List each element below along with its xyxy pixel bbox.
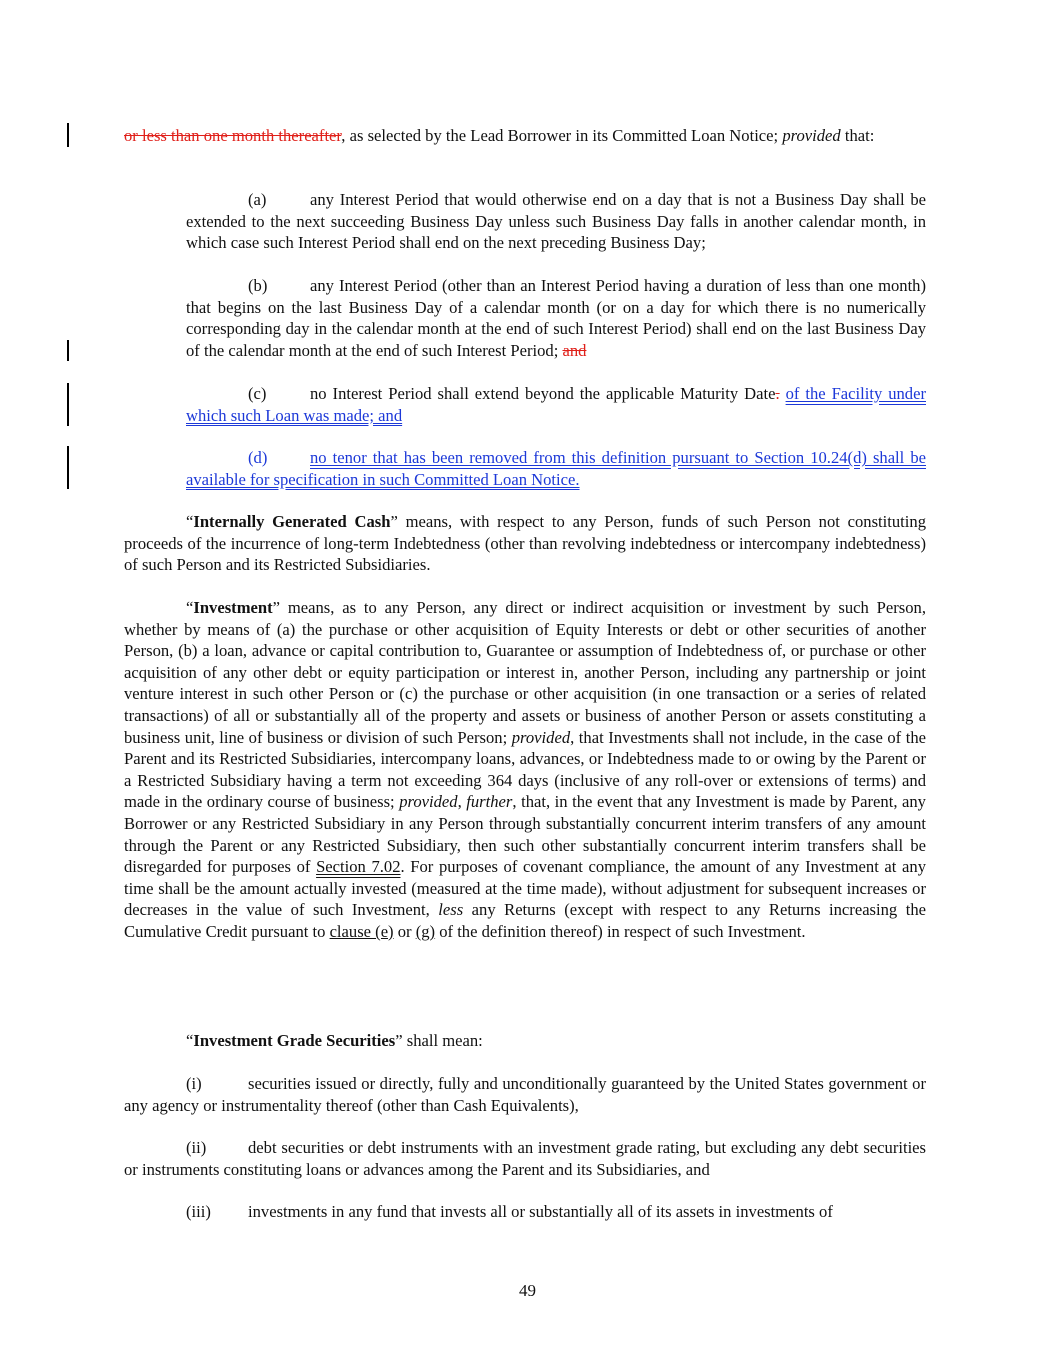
deleted-text: and (562, 340, 587, 360)
page-number: 49 (519, 1281, 536, 1300)
definition-investment-grade-securities: “Investment Grade Securities” shall mean: (186, 1031, 483, 1050)
defined-term: Internally Generated Cash (193, 512, 391, 531)
clause-label: (a) (248, 190, 267, 209)
inserted-text: of the Facility under which such Loan was made; and (186, 384, 926, 425)
clause-d (186, 447, 926, 490)
clause-label: (b) (248, 276, 268, 295)
item-label: (iii) (186, 1202, 211, 1221)
section-reference: Section 7.02 (316, 857, 401, 877)
item-label: (ii) (186, 1138, 207, 1157)
item-label: (i) (186, 1074, 202, 1093)
definition-internally-generated-cash: “Internally Generated Cash” means, with respect to any Person, funds of such Person not constituting proceeds of the incurrence of long-term Indebtedness (other than revolving indebtedness or intercompany indebtedness) of such Person and its Restricted Subsidiaries. (124, 512, 926, 575)
defined-term: Investment Grade Securities (193, 1031, 396, 1050)
item-ii: (ii) debt securities or debt instruments with an investment grade rating, but excluding any debt securities or instruments constituting loans or advances among the Parent and its Subsidiaries, and (124, 1138, 926, 1179)
paragraph-continuation: or less than one month thereafter, as selected by the Lead Borrower in its Committed Loan Notice; provided that: (124, 126, 875, 145)
change-bar (67, 123, 69, 147)
change-bar (67, 340, 69, 361)
change-bar (67, 446, 69, 489)
item-iii: (iii) investments in any fund that invests all or substantially all of its assets in investments of (186, 1202, 833, 1221)
definition-investment: “Investment” means, as to any Person, any direct or indirect acquisition or investment by such Person, whether by means of (a) the purchase or other acquisition of Equity Interests or debt or other securities of another Person, (b) a loan, advance or capital contribution to, Guarantee or assumption of Indebtedness of, or purchase or other acquisition of any other debt or equity participation or interest in, another Person, including any partnership or joint venture interest in such other Person or (c) the purchase or other acquisition (in one transaction or a series of related transactions) of all or substantially all of the property and assets or business of another Person or assets constituting a business unit, line of business or division of such Person; provided, that Investments shall not include, in the case of the Parent and its Restricted Subsidiaries, intercompany loans, advances, or Indebtedness made to or owing by the Parent or a Restricted Subsidiary having a term not exceeding 364 days (inclusive of any roll-over or extensions of terms) and made in the ordinary course of business; provided, further, that, in the event that any Investment is made by Parent, any Borrower or any Restricted Subsidiary in any Person through substantially concurrent interim transfers of any amount through the Parent or any Restricted Subsidiary, then such other substantially concurrent interim transfers shall be disregarded for purposes of Section 7.02. For purposes of covenant compliance, the amount of any Investment at any time shall be the amount actually invested (measured at the time made), without adjustment for subsequent increases or decreases in the value of such Investment, less any Returns (except with respect to any Returns increasing the Cumulative Credit pursuant to clause (e) or (g) of the definition thereof) in respect of such Investment. (124, 598, 926, 941)
defined-term: Investment (193, 598, 273, 617)
item-i: (i) securities issued or directly, fully and unconditionally guaranteed by the United States government or any agency or instrumentality thereof (other than Cash Equivalents), (124, 1074, 926, 1115)
inserted-text: no tenor that has been removed from this definition pursuant to Section 10.24(d) shall be available for specification in such Committed Loan Notice. (186, 448, 926, 489)
clause-b: (b) any Interest Period (other than an Interest Period having a duration of less than one month) that begins on the last Business Day of a calendar month (or on a day for which there is no numerically corresponding day in the calendar month at the end of such Interest Period) shall end on the last Business Day of the calendar month at the end of such Interest Period; and (186, 276, 926, 360)
clause-label: (c) (248, 384, 267, 403)
clause-reference: (g) (415, 921, 436, 941)
deleted-text: . (775, 384, 780, 403)
change-bar (67, 383, 69, 426)
clause-a: (a) any Interest Period that would otherwise end on a day that is not a Business Day shall be extended to the next succeeding Business Day unless such Business Day falls in another calendar month, in which case such Interest Period shall end on the next preceding Business Day; (186, 190, 926, 253)
clause-label: (d) (248, 448, 268, 467)
clause-reference: clause (e) (329, 921, 394, 941)
deleted-text: or less than one month thereafter (124, 126, 342, 145)
clause-c: (c) no Interest Period shall extend beyond the applicable Maturity Date. of the Facility under which such Loan was made; and (186, 384, 926, 425)
